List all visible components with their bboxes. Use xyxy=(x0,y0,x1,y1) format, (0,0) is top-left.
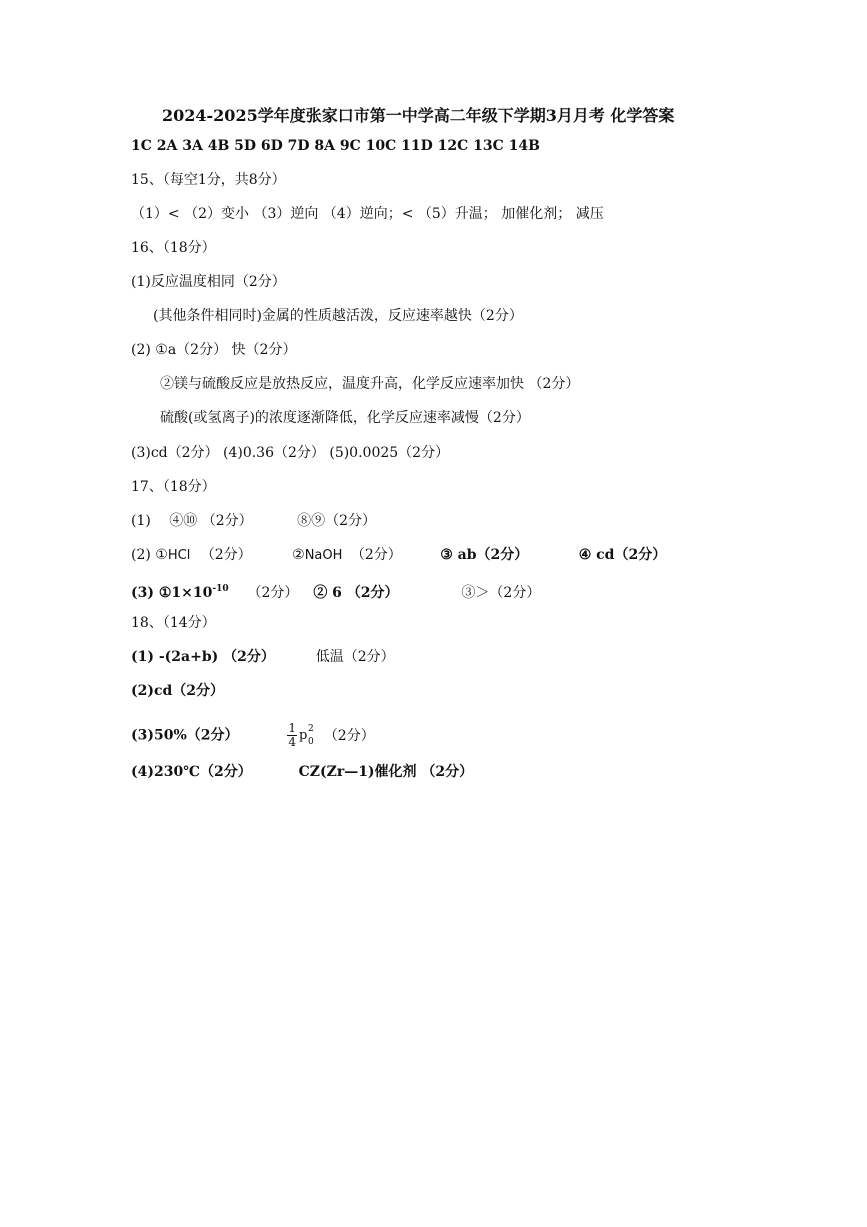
q18-answer-3 xyxy=(131,722,375,749)
q18-fraction-numerator: 1 xyxy=(288,721,297,735)
q17-answer-2-naoh: NaOH xyxy=(304,548,343,563)
q18-fraction-denominator: 4 xyxy=(288,735,297,749)
q17-answer-3-exponent: -10 xyxy=(212,584,229,594)
q18-pressure-term xyxy=(299,723,314,747)
q17-answer-3-prefix: (3) ①1×10 xyxy=(131,585,213,601)
q16-answer-1b: (其他条件相同时)金属的性质越活泼，反应速率越快（2分） xyxy=(153,308,523,324)
q17-answer-2-naoh-prefix: ② xyxy=(292,547,305,563)
q17-answer-2-prefix: (2) ① xyxy=(131,547,168,563)
q17-answer-1-part2: ⑧⑨（2分） xyxy=(297,513,377,529)
q18-answer-3-score: （2分） xyxy=(323,727,375,744)
q17-header: 17、（18分） xyxy=(131,479,216,495)
q17-answer-1-prefix: (1) xyxy=(131,513,151,529)
q17-answer-3-b: ② 6 （2分） xyxy=(313,585,399,601)
multiple-choice-answers: 1C 2A 3A 4B 5D 6D 7D 8A 9C 10C 11D 12C 13C 14B xyxy=(131,138,540,154)
q18-fraction xyxy=(287,722,297,749)
q18-answer-4-value: (4)230℃（2分） xyxy=(131,764,252,780)
q18-answer-1b: 低温（2分） xyxy=(315,649,395,665)
q17-answer-1-part1: ④⑩ （2分） xyxy=(169,513,253,529)
q18-pressure-symbol: p xyxy=(299,727,308,743)
q17-answer-3-score: （2分） xyxy=(247,585,299,601)
q18-answer-4b: CZ(Zr—1)催化剂 （2分） xyxy=(298,764,474,780)
q17-answer-2-hcl-score: （2分） xyxy=(200,547,252,563)
q16-answer-3-5: (3)cd（2分） (4)0.36（2分） (5)0.0025（2分） xyxy=(131,445,450,461)
q18-answer-3-expression xyxy=(287,722,374,749)
q15-header: 15、（每空1分，共8分） xyxy=(131,172,286,188)
q15-answers: （1）< （2）变小 （3）逆向 （4）逆向；< （5）升温； 加催化剂； 减压 xyxy=(131,206,604,222)
q17-answer-2-c: ③ ab（2分） xyxy=(440,547,529,563)
q17-answer-2-d: ④ cd（2分） xyxy=(578,547,667,563)
q16-answer-2c: 硫酸(或氢离子)的浓度逐渐降低，化学反应速率减慢（2分） xyxy=(160,410,530,426)
q16-header: 16、（18分） xyxy=(131,240,216,256)
q16-answer-2b: ②镁与硫酸反应是放热反应，温度升高，化学反应速率加快 （2分） xyxy=(160,376,580,392)
page-title: 2024-2025学年度张家口市第一中学高二年级下学期3月月考 化学答案 xyxy=(162,106,675,125)
q18-pressure-subscript: 0 xyxy=(308,736,314,747)
q18-answer-2: (2)cd（2分） xyxy=(131,683,225,699)
q18-answer-3-value: (3)50%（2分） xyxy=(131,727,239,744)
q17-answer-3 xyxy=(131,580,540,602)
q17-answer-3-c: ③＞（2分） xyxy=(461,585,541,601)
q18-answer-4 xyxy=(131,763,473,781)
q16-answer-2: (2) ①a（2分） 快（2分） xyxy=(131,342,297,358)
q18-header: 18、（14分） xyxy=(131,615,216,631)
q17-answer-2 xyxy=(131,546,666,565)
q18-pressure-superscript: 2 xyxy=(308,723,314,734)
q18-answer-1 xyxy=(131,648,395,666)
q18-answer-1-value: (1) -(2a+b) （2分） xyxy=(131,649,275,665)
q17-answer-2-naoh-score: （2分） xyxy=(350,547,402,563)
q16-answer-1: (1)反应温度相同（2分） xyxy=(131,274,286,290)
q17-answer-1 xyxy=(131,512,376,530)
q17-answer-2-hcl: HCl xyxy=(167,548,191,563)
